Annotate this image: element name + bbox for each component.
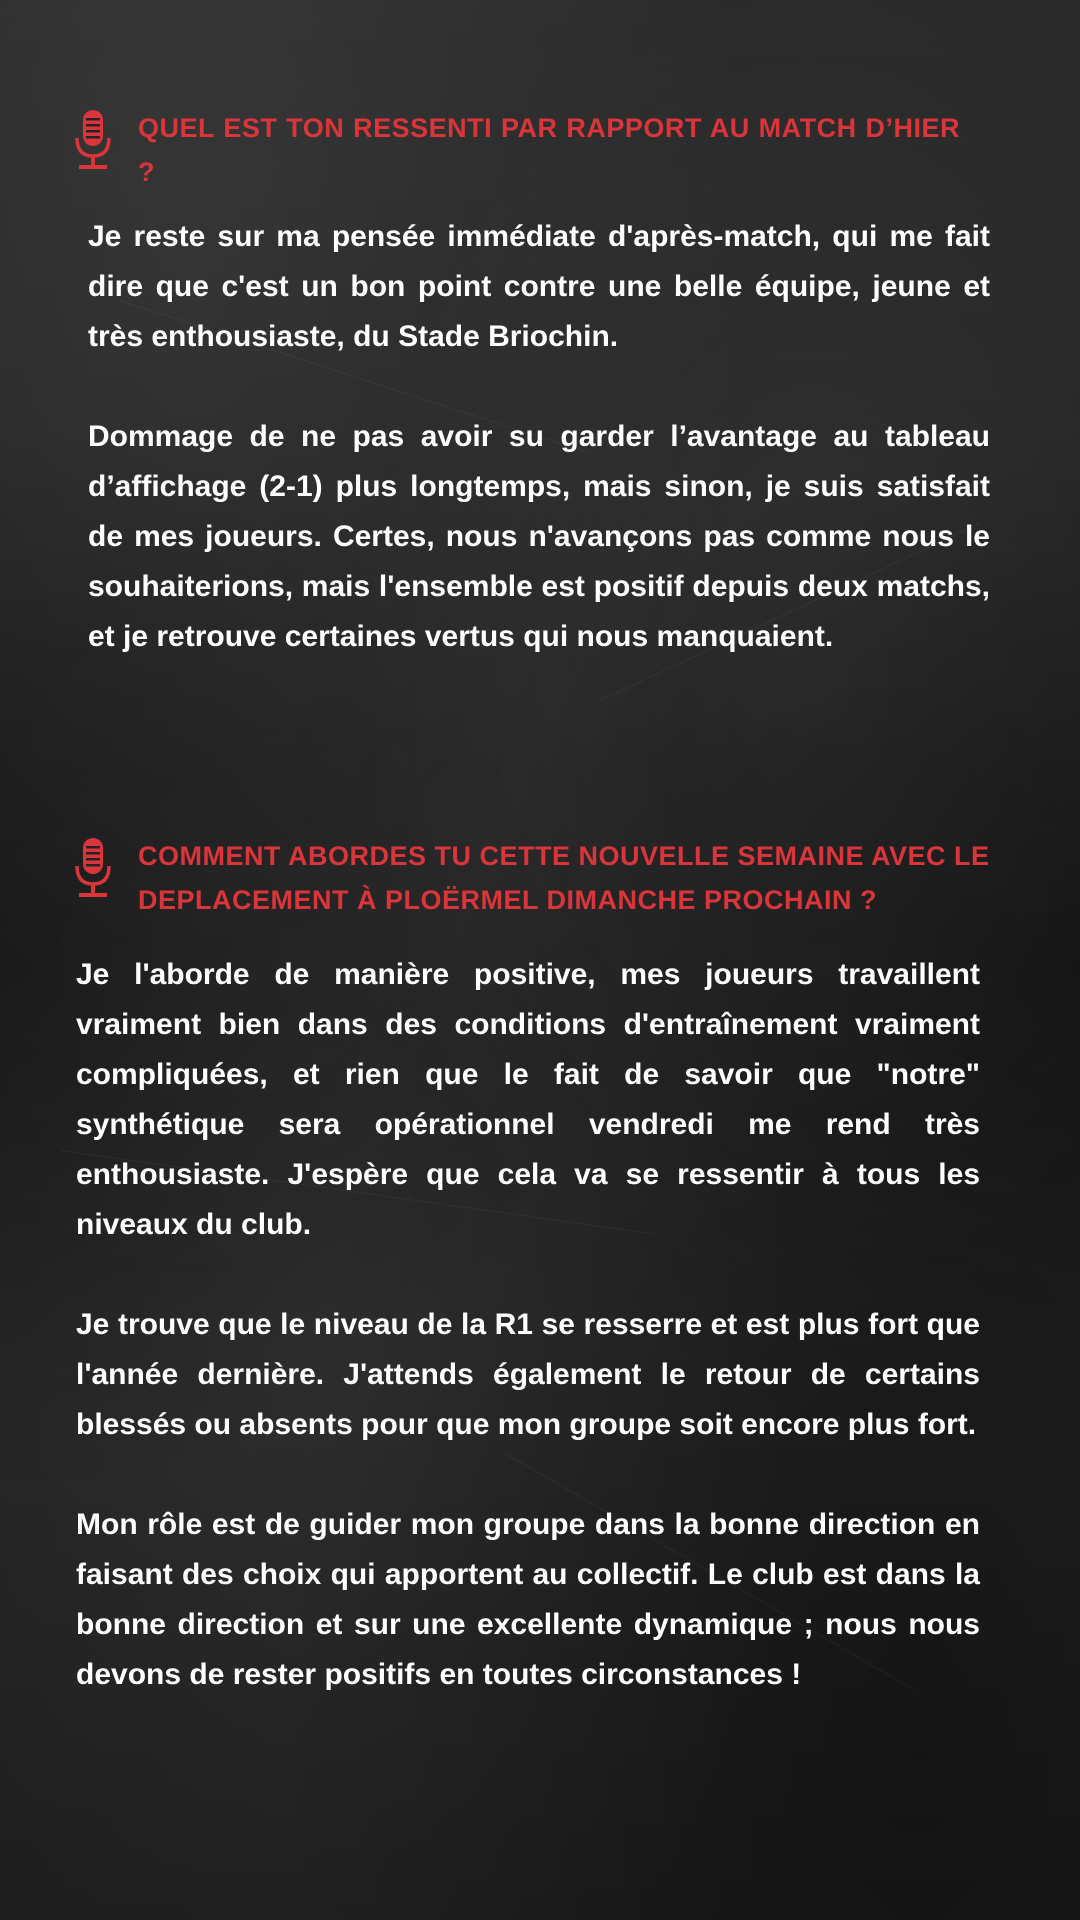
microphone-icon (74, 838, 112, 900)
question-heading-1 (74, 106, 964, 194)
microphone-icon (74, 110, 112, 172)
answer-block-2 (76, 950, 980, 1700)
answer-paragraph: Mon rôle est de guider mon groupe dans la bonne direction en faisant des choix qui apportent au collectif. Le club est dans la bonne direction et sur une excellente dynamique ; nous nous devons de rester positifs en toutes circonstances ! (76, 1508, 980, 1691)
answer-paragraph: Je reste sur ma pensée immédiate d'après-match, qui me fait dire que c'est un bon point contre une belle équipe, jeune et très enthousiaste, du Stade Briochin. (88, 220, 990, 353)
question-text: COMMENT ABORDES TU CETTE NOUVELLE SEMAINE AVEC LE DEPLACEMENT À PLOËRMEL DIMANCHE PROCHAIN ? (138, 841, 990, 915)
answer-paragraph: Dommage de ne pas avoir su garder l’avantage au tableau d’affichage (2-1) plus longtemps, mais sinon, je suis satisfait de mes joueurs. Certes, nous n'avançons pas comme nous le souhaiterions, mais l'ensemble est positif depuis deux matchs, et je retrouve certaines vertus qui nous manquaient. (88, 420, 990, 653)
question-text: QUEL EST TON RESSENTI PAR RAPPORT AU MATCH D’HIER ? (138, 113, 960, 187)
answer-paragraph: Je l'aborde de manière positive, mes joueurs travaillent vraiment bien dans des conditions d'entraînement vraiment compliquées, et rien que le fait de savoir que "notre" synthétique sera opérationnel vendredi me rend très enthousiaste. J'espère que cela va se ressentir à tous les niveaux du club. (76, 958, 980, 1241)
answer-paragraph: Je trouve que le niveau de la R1 se resserre et est plus fort que l'année dernière. J'attends également le retour de certains blessés ou absents pour que mon groupe soit encore plus fort. (76, 1308, 980, 1441)
answer-block-1 (88, 212, 990, 662)
question-heading-2 (74, 834, 1014, 922)
